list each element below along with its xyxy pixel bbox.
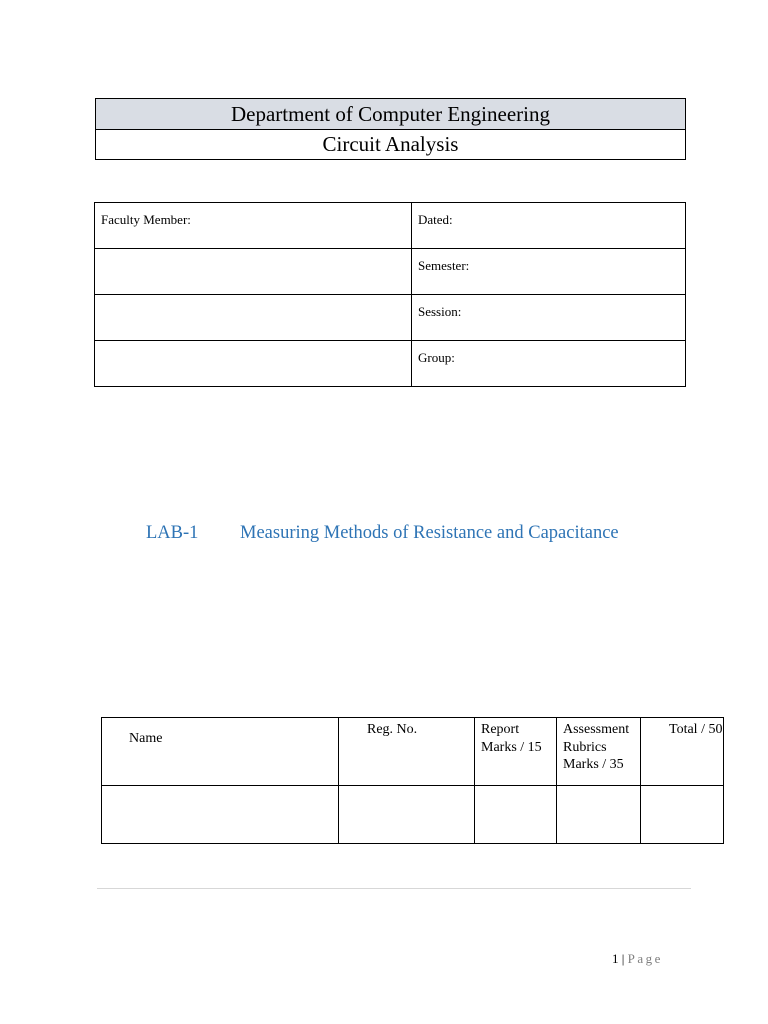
faculty-member-label: Faculty Member: — [101, 212, 191, 227]
page-footer — [612, 951, 663, 967]
blank-cell[interactable] — [95, 341, 412, 387]
marks-entry-row — [102, 786, 724, 844]
session-label: Session: — [418, 304, 462, 319]
group-label: Group: — [418, 350, 455, 365]
info-row — [95, 249, 686, 295]
header-row-department — [96, 99, 686, 130]
assessment-marks-header: Assessment Rubrics Marks / 35 — [557, 718, 641, 786]
dated-label: Dated: — [418, 212, 453, 227]
lab-number: LAB-1 — [146, 523, 199, 543]
faculty-member-cell[interactable] — [95, 203, 412, 249]
reg-no-header: Reg. No. — [339, 718, 475, 786]
report-marks-header: Report Marks / 15 — [475, 718, 557, 786]
footer-divider — [97, 888, 691, 889]
dated-cell[interactable] — [412, 203, 686, 249]
info-row — [95, 203, 686, 249]
semester-label: Semester: — [418, 258, 470, 273]
course-title: Circuit Analysis — [96, 130, 686, 160]
name-cell[interactable] — [102, 786, 339, 844]
total-cell[interactable] — [641, 786, 724, 844]
header-table — [95, 98, 686, 160]
group-cell[interactable] — [412, 341, 686, 387]
header-row-course — [96, 130, 686, 160]
marks-table — [101, 717, 724, 844]
info-table — [94, 202, 686, 387]
lab-title: Measuring Methods of Resistance and Capacitance — [240, 523, 619, 543]
total-header: Total / 50 — [641, 718, 724, 786]
report-marks-cell[interactable] — [475, 786, 557, 844]
page-separator: | — [621, 951, 625, 966]
page-label: Page — [627, 951, 663, 966]
blank-cell[interactable] — [95, 295, 412, 341]
reg-no-cell[interactable] — [339, 786, 475, 844]
name-header: Name — [102, 718, 339, 786]
lab-heading — [146, 523, 619, 544]
assessment-marks-cell[interactable] — [557, 786, 641, 844]
marks-header-row — [102, 718, 724, 786]
semester-cell[interactable] — [412, 249, 686, 295]
info-row — [95, 341, 686, 387]
department-title: Department of Computer Engineering — [96, 99, 686, 130]
info-row — [95, 295, 686, 341]
session-cell[interactable] — [412, 295, 686, 341]
page-number: 1 — [612, 951, 619, 966]
blank-cell[interactable] — [95, 249, 412, 295]
